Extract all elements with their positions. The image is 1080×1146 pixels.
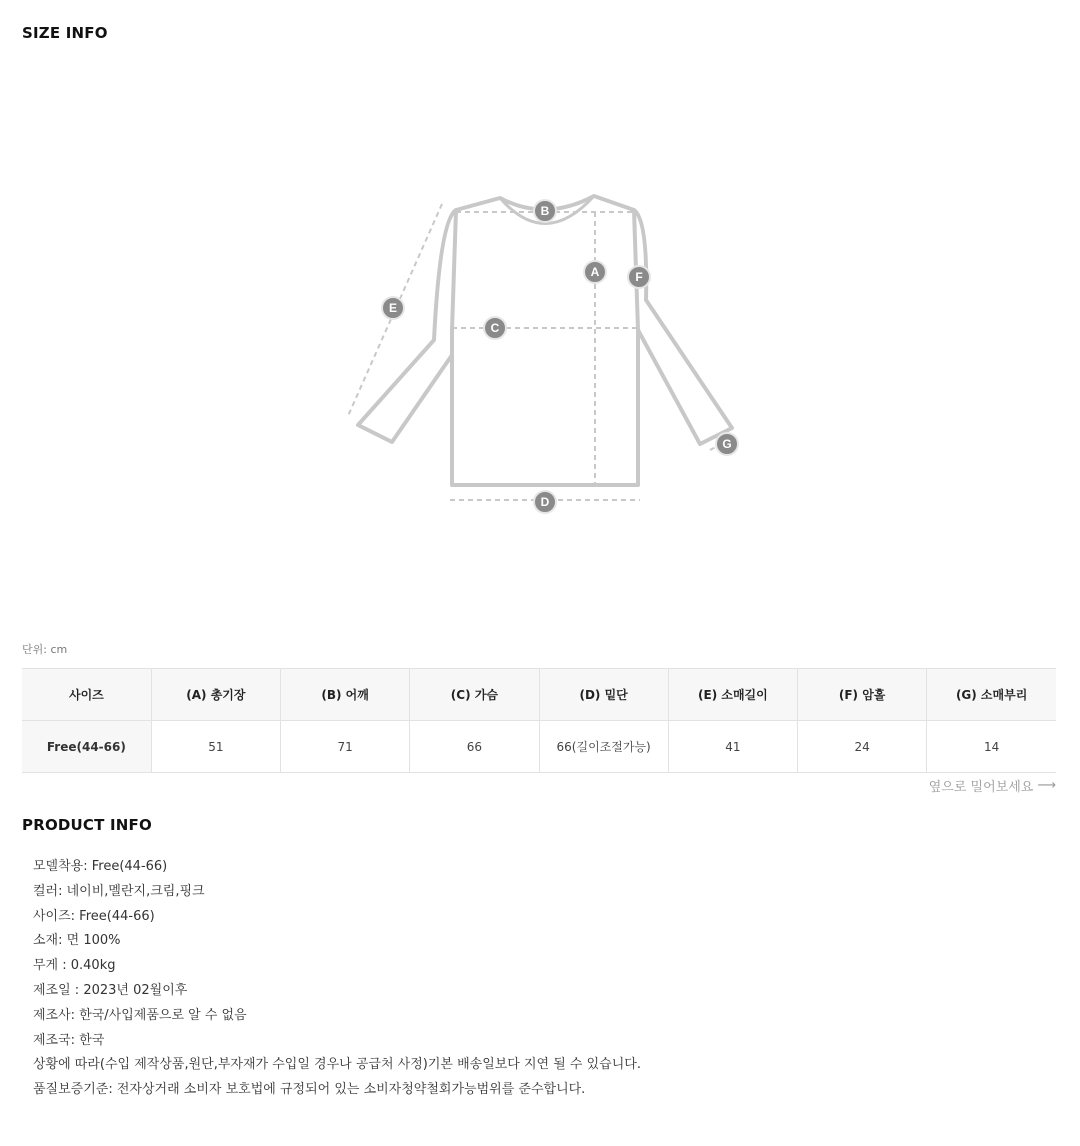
unit-label: 단위: cm <box>22 643 68 656</box>
size-table[interactable] <box>22 668 1056 773</box>
marker-g <box>716 433 738 455</box>
measurement-guides <box>348 204 722 500</box>
marker-b <box>534 200 556 222</box>
list-item: 품질보증기준: 전자상거래 소비자 보호법에 규정되어 있는 소비자청약철회가능범위를 준수합니다. <box>33 1082 586 1098</box>
list-item: 컬러: 네이비,멜란지,크림,핑크 <box>33 883 205 899</box>
header-total-length: (A) 총기장 <box>151 669 280 721</box>
header-size: 사이즈 <box>22 669 151 721</box>
marker-d <box>534 491 556 513</box>
list-item: 모델착용: Free(44-66) <box>33 859 168 874</box>
sweater-outline <box>358 196 732 485</box>
table-row <box>22 721 1056 773</box>
garment-measurement-diagram <box>330 180 750 520</box>
cell-chest: 66 <box>410 721 539 773</box>
arrow-right-icon: ⟶ <box>1037 778 1056 793</box>
list-item: 사이즈: Free(44-66) <box>33 908 155 924</box>
marker-c <box>484 317 506 339</box>
size-table-header-row <box>22 669 1056 721</box>
cell-sleeve-opening: 14 <box>927 721 1056 773</box>
scroll-hint-text: 옆으로 밀어보세요 <box>928 780 1034 795</box>
svg-text:G: G <box>722 437 732 451</box>
cell-sleeve-length: 41 <box>668 721 797 773</box>
marker-f <box>628 266 650 288</box>
scroll-hint <box>929 776 1056 795</box>
cell-hem: 66(길이조절가능) <box>539 721 668 773</box>
cell-armhole: 24 <box>798 721 927 773</box>
svg-text:B: B <box>540 204 550 218</box>
list-item: 제조일 : 2023년 02월이후 <box>33 982 188 998</box>
product-info-list <box>33 857 641 1105</box>
size-info-title: SIZE INFO <box>22 24 108 42</box>
header-sleeve-opening: (G) 소매부리 <box>927 669 1056 721</box>
svg-text:F: F <box>635 270 643 284</box>
cell-size: Free(44-66) <box>22 721 151 773</box>
marker-a <box>584 261 606 283</box>
list-item: 상황에 따라(수입 제작상품,원단,부자재가 수입일 경우나 공급처 사정)기본 배송일보다 지연 될 수 있습니다. <box>33 1057 641 1073</box>
list-item: 무게 : 0.40kg <box>33 958 116 974</box>
product-info-title: PRODUCT INFO <box>22 816 152 834</box>
svg-text:D: D <box>540 495 550 509</box>
svg-text:C: C <box>490 321 500 335</box>
svg-text:A: A <box>590 265 600 279</box>
cell-total-length: 51 <box>151 721 280 773</box>
list-item: 소재: 면 100% <box>33 933 121 949</box>
header-armhole: (F) 암홀 <box>798 669 927 721</box>
list-item: 제조사: 한국/사입제품으로 알 수 없음 <box>33 1007 247 1023</box>
header-hem: (D) 밑단 <box>539 669 668 721</box>
svg-text:E: E <box>388 301 398 315</box>
cell-shoulder: 71 <box>281 721 410 773</box>
list-item: 제조국: 한국 <box>33 1032 105 1048</box>
marker-e <box>382 297 404 319</box>
header-chest: (C) 가슴 <box>410 669 539 721</box>
header-shoulder: (B) 어깨 <box>281 669 410 721</box>
header-sleeve-length: (E) 소매길이 <box>668 669 797 721</box>
